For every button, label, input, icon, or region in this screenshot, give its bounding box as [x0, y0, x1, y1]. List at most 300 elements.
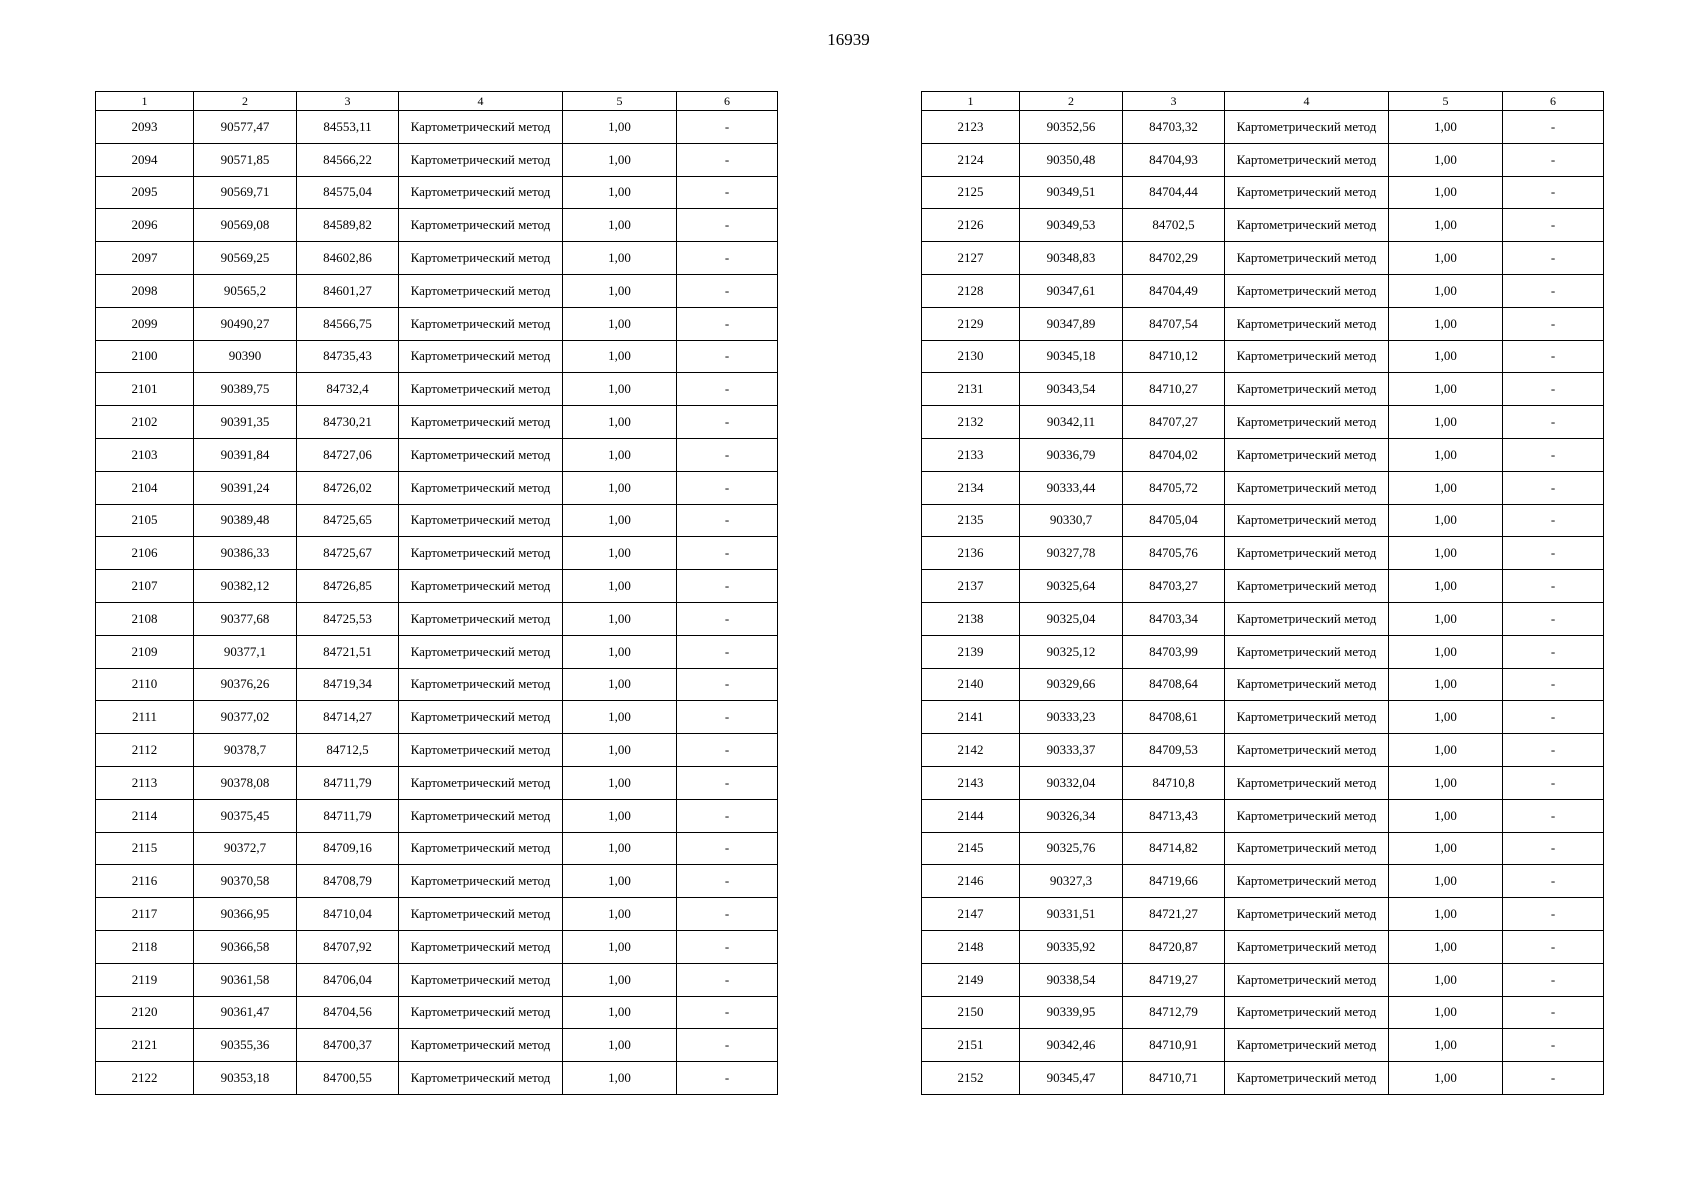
- note-cell: -: [677, 209, 778, 242]
- y-coordinate-cell: 84710,91: [1123, 1029, 1225, 1062]
- accuracy-cell: 1,00: [1389, 111, 1503, 144]
- y-coordinate-cell: 84705,72: [1123, 471, 1225, 504]
- accuracy-cell: 1,00: [1389, 832, 1503, 865]
- accuracy-cell: 1,00: [563, 734, 677, 767]
- x-coordinate-cell: 90377,1: [194, 635, 297, 668]
- method-cell: Картометрический метод: [1225, 438, 1389, 471]
- method-cell: Картометрический метод: [1225, 602, 1389, 635]
- x-coordinate-cell: 90378,08: [194, 766, 297, 799]
- point-number-cell: 2126: [922, 209, 1020, 242]
- accuracy-cell: 1,00: [1389, 766, 1503, 799]
- table-row: [96, 766, 778, 799]
- point-number-cell: 2125: [922, 176, 1020, 209]
- note-cell: -: [1503, 635, 1604, 668]
- method-cell: Картометрический метод: [399, 602, 563, 635]
- x-coordinate-cell: 90361,58: [194, 963, 297, 996]
- y-coordinate-cell: 84725,65: [297, 504, 399, 537]
- method-cell: Картометрический метод: [399, 504, 563, 537]
- method-cell: Картометрический метод: [1225, 471, 1389, 504]
- table-row: [922, 504, 1604, 537]
- x-coordinate-cell: 90389,75: [194, 373, 297, 406]
- method-cell: Картометрический метод: [1225, 701, 1389, 734]
- accuracy-cell: 1,00: [1389, 635, 1503, 668]
- y-coordinate-cell: 84720,87: [1123, 930, 1225, 963]
- y-coordinate-cell: 84705,76: [1123, 537, 1225, 570]
- method-cell: Картометрический метод: [399, 898, 563, 931]
- point-number-cell: 2113: [96, 766, 194, 799]
- x-coordinate-cell: 90377,02: [194, 701, 297, 734]
- accuracy-cell: 1,00: [563, 898, 677, 931]
- y-coordinate-cell: 84709,53: [1123, 734, 1225, 767]
- point-number-cell: 2108: [96, 602, 194, 635]
- accuracy-cell: 1,00: [563, 1062, 677, 1095]
- point-number-cell: 2118: [96, 930, 194, 963]
- accuracy-cell: 1,00: [563, 209, 677, 242]
- note-cell: -: [677, 668, 778, 701]
- note-cell: -: [677, 1062, 778, 1095]
- x-coordinate-cell: 90325,04: [1020, 602, 1123, 635]
- note-cell: -: [1503, 1029, 1604, 1062]
- table-row: [922, 930, 1604, 963]
- point-number-cell: 2117: [96, 898, 194, 931]
- column-header-1: 1: [922, 92, 1020, 111]
- x-coordinate-cell: 90377,68: [194, 602, 297, 635]
- y-coordinate-cell: 84725,53: [297, 602, 399, 635]
- table-row: [922, 570, 1604, 603]
- y-coordinate-cell: 84710,8: [1123, 766, 1225, 799]
- y-coordinate-cell: 84601,27: [297, 274, 399, 307]
- x-coordinate-cell: 90382,12: [194, 570, 297, 603]
- y-coordinate-cell: 84703,34: [1123, 602, 1225, 635]
- note-cell: -: [1503, 242, 1604, 275]
- y-coordinate-cell: 84719,66: [1123, 865, 1225, 898]
- point-number-cell: 2133: [922, 438, 1020, 471]
- column-header-2: 2: [194, 92, 297, 111]
- x-coordinate-cell: 90353,18: [194, 1062, 297, 1095]
- x-coordinate-cell: 90329,66: [1020, 668, 1123, 701]
- column-header-3: 3: [1123, 92, 1225, 111]
- accuracy-cell: 1,00: [1389, 471, 1503, 504]
- accuracy-cell: 1,00: [1389, 373, 1503, 406]
- point-number-cell: 2116: [96, 865, 194, 898]
- table-row: [96, 1062, 778, 1095]
- point-number-cell: 2148: [922, 930, 1020, 963]
- point-number-cell: 2130: [922, 340, 1020, 373]
- table-row: [922, 996, 1604, 1029]
- table-row: [922, 340, 1604, 373]
- accuracy-cell: 1,00: [1389, 242, 1503, 275]
- point-number-cell: 2124: [922, 143, 1020, 176]
- accuracy-cell: 1,00: [563, 143, 677, 176]
- method-cell: Картометрический метод: [1225, 406, 1389, 439]
- y-coordinate-cell: 84721,51: [297, 635, 399, 668]
- note-cell: -: [1503, 898, 1604, 931]
- note-cell: -: [1503, 176, 1604, 209]
- point-number-cell: 2106: [96, 537, 194, 570]
- y-coordinate-cell: 84711,79: [297, 766, 399, 799]
- accuracy-cell: 1,00: [1389, 176, 1503, 209]
- note-cell: -: [677, 111, 778, 144]
- y-coordinate-cell: 84553,11: [297, 111, 399, 144]
- y-coordinate-cell: 84719,27: [1123, 963, 1225, 996]
- column-header-6: 6: [1503, 92, 1604, 111]
- method-cell: Картометрический метод: [1225, 242, 1389, 275]
- x-coordinate-cell: 90333,23: [1020, 701, 1123, 734]
- table-row: [96, 242, 778, 275]
- table-row: [922, 209, 1604, 242]
- point-number-cell: 2136: [922, 537, 1020, 570]
- point-number-cell: 2134: [922, 471, 1020, 504]
- method-cell: Картометрический метод: [1225, 930, 1389, 963]
- note-cell: -: [677, 274, 778, 307]
- x-coordinate-cell: 90333,37: [1020, 734, 1123, 767]
- header-row: [96, 92, 778, 111]
- y-coordinate-cell: 84710,71: [1123, 1062, 1225, 1095]
- x-coordinate-cell: 90378,7: [194, 734, 297, 767]
- y-coordinate-cell: 84703,99: [1123, 635, 1225, 668]
- y-coordinate-cell: 84575,04: [297, 176, 399, 209]
- table-row: [96, 1029, 778, 1062]
- table-row: [922, 1029, 1604, 1062]
- method-cell: Картометрический метод: [1225, 1029, 1389, 1062]
- column-header-6: 6: [677, 92, 778, 111]
- table-row: [96, 996, 778, 1029]
- point-number-cell: 2132: [922, 406, 1020, 439]
- accuracy-cell: 1,00: [1389, 537, 1503, 570]
- point-number-cell: 2122: [96, 1062, 194, 1095]
- accuracy-cell: 1,00: [1389, 668, 1503, 701]
- table-row: [922, 766, 1604, 799]
- accuracy-cell: 1,00: [1389, 602, 1503, 635]
- point-number-cell: 2143: [922, 766, 1020, 799]
- x-coordinate-cell: 90343,54: [1020, 373, 1123, 406]
- method-cell: Картометрический метод: [399, 799, 563, 832]
- point-number-cell: 2152: [922, 1062, 1020, 1095]
- point-number-cell: 2110: [96, 668, 194, 701]
- y-coordinate-cell: 84710,27: [1123, 373, 1225, 406]
- note-cell: -: [1503, 734, 1604, 767]
- method-cell: Картометрический метод: [399, 307, 563, 340]
- method-cell: Картометрический метод: [399, 340, 563, 373]
- accuracy-cell: 1,00: [563, 537, 677, 570]
- note-cell: -: [1503, 537, 1604, 570]
- header-row: [922, 92, 1604, 111]
- note-cell: -: [677, 340, 778, 373]
- point-number-cell: 2097: [96, 242, 194, 275]
- method-cell: Картометрический метод: [1225, 340, 1389, 373]
- accuracy-cell: 1,00: [563, 438, 677, 471]
- method-cell: Картометрический метод: [1225, 865, 1389, 898]
- note-cell: -: [1503, 701, 1604, 734]
- accuracy-cell: 1,00: [563, 111, 677, 144]
- method-cell: Картометрический метод: [1225, 635, 1389, 668]
- note-cell: -: [1503, 340, 1604, 373]
- table-row: [96, 176, 778, 209]
- note-cell: -: [677, 734, 778, 767]
- accuracy-cell: 1,00: [563, 963, 677, 996]
- point-number-cell: 2147: [922, 898, 1020, 931]
- table-row: [96, 635, 778, 668]
- point-number-cell: 2138: [922, 602, 1020, 635]
- note-cell: -: [1503, 471, 1604, 504]
- note-cell: -: [677, 570, 778, 603]
- x-coordinate-cell: 90326,34: [1020, 799, 1123, 832]
- x-coordinate-cell: 90327,78: [1020, 537, 1123, 570]
- method-cell: Картометрический метод: [1225, 274, 1389, 307]
- x-coordinate-cell: 90342,11: [1020, 406, 1123, 439]
- method-cell: Картометрический метод: [399, 930, 563, 963]
- x-coordinate-cell: 90327,3: [1020, 865, 1123, 898]
- table-row: [922, 734, 1604, 767]
- y-coordinate-cell: 84714,27: [297, 701, 399, 734]
- note-cell: -: [677, 373, 778, 406]
- column-header-3: 3: [297, 92, 399, 111]
- accuracy-cell: 1,00: [1389, 274, 1503, 307]
- x-coordinate-cell: 90386,33: [194, 537, 297, 570]
- note-cell: -: [1503, 111, 1604, 144]
- point-number-cell: 2094: [96, 143, 194, 176]
- x-coordinate-cell: 90577,47: [194, 111, 297, 144]
- table-row: [922, 406, 1604, 439]
- point-number-cell: 2137: [922, 570, 1020, 603]
- table-row: [922, 963, 1604, 996]
- note-cell: -: [1503, 274, 1604, 307]
- accuracy-cell: 1,00: [563, 406, 677, 439]
- column-header-5: 5: [1389, 92, 1503, 111]
- note-cell: -: [1503, 865, 1604, 898]
- note-cell: -: [1503, 799, 1604, 832]
- method-cell: Картометрический метод: [399, 635, 563, 668]
- point-number-cell: 2135: [922, 504, 1020, 537]
- accuracy-cell: 1,00: [563, 307, 677, 340]
- table-row: [922, 373, 1604, 406]
- column-header-4: 4: [1225, 92, 1389, 111]
- table-row: [922, 537, 1604, 570]
- y-coordinate-cell: 84727,06: [297, 438, 399, 471]
- accuracy-cell: 1,00: [1389, 799, 1503, 832]
- x-coordinate-cell: 90389,48: [194, 504, 297, 537]
- x-coordinate-cell: 90345,47: [1020, 1062, 1123, 1095]
- y-coordinate-cell: 84704,02: [1123, 438, 1225, 471]
- method-cell: Картометрический метод: [399, 537, 563, 570]
- table-row: [96, 668, 778, 701]
- accuracy-cell: 1,00: [1389, 996, 1503, 1029]
- point-number-cell: 2099: [96, 307, 194, 340]
- note-cell: -: [1503, 406, 1604, 439]
- note-cell: -: [677, 963, 778, 996]
- method-cell: Картометрический метод: [399, 963, 563, 996]
- y-coordinate-cell: 84710,04: [297, 898, 399, 931]
- accuracy-cell: 1,00: [563, 504, 677, 537]
- y-coordinate-cell: 84703,32: [1123, 111, 1225, 144]
- table-row: [922, 274, 1604, 307]
- point-number-cell: 2123: [922, 111, 1020, 144]
- point-number-cell: 2145: [922, 832, 1020, 865]
- point-number-cell: 2140: [922, 668, 1020, 701]
- table-row: [96, 340, 778, 373]
- accuracy-cell: 1,00: [563, 471, 677, 504]
- x-coordinate-cell: 90325,76: [1020, 832, 1123, 865]
- method-cell: Картометрический метод: [399, 242, 563, 275]
- y-coordinate-cell: 84735,43: [297, 340, 399, 373]
- table-row: [922, 668, 1604, 701]
- y-coordinate-cell: 84700,37: [297, 1029, 399, 1062]
- table-row: [922, 111, 1604, 144]
- x-coordinate-cell: 90569,25: [194, 242, 297, 275]
- note-cell: -: [677, 865, 778, 898]
- table-row: [922, 898, 1604, 931]
- note-cell: -: [677, 406, 778, 439]
- point-number-cell: 2098: [96, 274, 194, 307]
- table-row: [96, 373, 778, 406]
- note-cell: -: [1503, 996, 1604, 1029]
- x-coordinate-cell: 90331,51: [1020, 898, 1123, 931]
- note-cell: -: [1503, 930, 1604, 963]
- y-coordinate-cell: 84712,5: [297, 734, 399, 767]
- point-number-cell: 2142: [922, 734, 1020, 767]
- method-cell: Картометрический метод: [1225, 176, 1389, 209]
- y-coordinate-cell: 84708,61: [1123, 701, 1225, 734]
- coordinates-table-right: [921, 91, 1604, 1095]
- table-row: [96, 701, 778, 734]
- method-cell: Картометрический метод: [1225, 504, 1389, 537]
- point-number-cell: 2096: [96, 209, 194, 242]
- x-coordinate-cell: 90332,04: [1020, 766, 1123, 799]
- y-coordinate-cell: 84704,44: [1123, 176, 1225, 209]
- accuracy-cell: 1,00: [1389, 963, 1503, 996]
- y-coordinate-cell: 84589,82: [297, 209, 399, 242]
- accuracy-cell: 1,00: [1389, 701, 1503, 734]
- note-cell: -: [677, 504, 778, 537]
- y-coordinate-cell: 84704,49: [1123, 274, 1225, 307]
- accuracy-cell: 1,00: [563, 176, 677, 209]
- method-cell: Картометрический метод: [399, 274, 563, 307]
- method-cell: Картометрический метод: [1225, 996, 1389, 1029]
- note-cell: -: [677, 898, 778, 931]
- point-number-cell: 2131: [922, 373, 1020, 406]
- accuracy-cell: 1,00: [1389, 504, 1503, 537]
- note-cell: -: [1503, 504, 1604, 537]
- y-coordinate-cell: 84730,21: [297, 406, 399, 439]
- accuracy-cell: 1,00: [1389, 1062, 1503, 1095]
- note-cell: -: [1503, 209, 1604, 242]
- y-coordinate-cell: 84719,34: [297, 668, 399, 701]
- accuracy-cell: 1,00: [563, 668, 677, 701]
- x-coordinate-cell: 90352,56: [1020, 111, 1123, 144]
- x-coordinate-cell: 90325,64: [1020, 570, 1123, 603]
- method-cell: Картометрический метод: [1225, 111, 1389, 144]
- point-number-cell: 2151: [922, 1029, 1020, 1062]
- accuracy-cell: 1,00: [1389, 209, 1503, 242]
- y-coordinate-cell: 84732,4: [297, 373, 399, 406]
- table-row: [96, 570, 778, 603]
- table-row: [96, 438, 778, 471]
- point-number-cell: 2112: [96, 734, 194, 767]
- x-coordinate-cell: 90345,18: [1020, 340, 1123, 373]
- point-number-cell: 2146: [922, 865, 1020, 898]
- accuracy-cell: 1,00: [563, 373, 677, 406]
- note-cell: -: [1503, 832, 1604, 865]
- table-row: [96, 307, 778, 340]
- x-coordinate-cell: 90370,58: [194, 865, 297, 898]
- x-coordinate-cell: 90571,85: [194, 143, 297, 176]
- y-coordinate-cell: 84704,56: [297, 996, 399, 1029]
- point-number-cell: 2107: [96, 570, 194, 603]
- method-cell: Картометрический метод: [399, 373, 563, 406]
- accuracy-cell: 1,00: [1389, 438, 1503, 471]
- note-cell: -: [1503, 1062, 1604, 1095]
- point-number-cell: 2095: [96, 176, 194, 209]
- y-coordinate-cell: 84706,04: [297, 963, 399, 996]
- table-row: [96, 898, 778, 931]
- point-number-cell: 2128: [922, 274, 1020, 307]
- method-cell: Картометрический метод: [399, 865, 563, 898]
- table-row: [96, 143, 778, 176]
- x-coordinate-cell: 90350,48: [1020, 143, 1123, 176]
- column-header-5: 5: [563, 92, 677, 111]
- point-number-cell: 2139: [922, 635, 1020, 668]
- point-number-cell: 2109: [96, 635, 194, 668]
- accuracy-cell: 1,00: [563, 865, 677, 898]
- method-cell: Картометрический метод: [399, 701, 563, 734]
- point-number-cell: 2141: [922, 701, 1020, 734]
- method-cell: Картометрический метод: [1225, 832, 1389, 865]
- y-coordinate-cell: 84602,86: [297, 242, 399, 275]
- point-number-cell: 2121: [96, 1029, 194, 1062]
- accuracy-cell: 1,00: [563, 930, 677, 963]
- method-cell: Картометрический метод: [399, 209, 563, 242]
- point-number-cell: 2114: [96, 799, 194, 832]
- x-coordinate-cell: 90339,95: [1020, 996, 1123, 1029]
- x-coordinate-cell: 90349,53: [1020, 209, 1123, 242]
- table-row: [96, 111, 778, 144]
- method-cell: Картометрический метод: [399, 668, 563, 701]
- x-coordinate-cell: 90569,71: [194, 176, 297, 209]
- y-coordinate-cell: 84707,92: [297, 930, 399, 963]
- point-number-cell: 2150: [922, 996, 1020, 1029]
- table-row: [922, 143, 1604, 176]
- column-header-2: 2: [1020, 92, 1123, 111]
- y-coordinate-cell: 84709,16: [297, 832, 399, 865]
- point-number-cell: 2115: [96, 832, 194, 865]
- x-coordinate-cell: 90355,36: [194, 1029, 297, 1062]
- y-coordinate-cell: 84721,27: [1123, 898, 1225, 931]
- accuracy-cell: 1,00: [563, 799, 677, 832]
- y-coordinate-cell: 84566,75: [297, 307, 399, 340]
- method-cell: Картометрический метод: [399, 406, 563, 439]
- table-row: [922, 307, 1604, 340]
- y-coordinate-cell: 84710,12: [1123, 340, 1225, 373]
- accuracy-cell: 1,00: [563, 701, 677, 734]
- note-cell: -: [1503, 602, 1604, 635]
- x-coordinate-cell: 90376,26: [194, 668, 297, 701]
- table-row: [922, 438, 1604, 471]
- note-cell: -: [1503, 570, 1604, 603]
- accuracy-cell: 1,00: [563, 242, 677, 275]
- accuracy-cell: 1,00: [1389, 734, 1503, 767]
- accuracy-cell: 1,00: [563, 832, 677, 865]
- table-body: [96, 111, 778, 1095]
- accuracy-cell: 1,00: [563, 1029, 677, 1062]
- x-coordinate-cell: 90348,83: [1020, 242, 1123, 275]
- method-cell: Картометрический метод: [399, 471, 563, 504]
- note-cell: -: [1503, 766, 1604, 799]
- accuracy-cell: 1,00: [1389, 340, 1503, 373]
- method-cell: Картометрический метод: [399, 832, 563, 865]
- note-cell: -: [677, 766, 778, 799]
- point-number-cell: 2149: [922, 963, 1020, 996]
- y-coordinate-cell: 84566,22: [297, 143, 399, 176]
